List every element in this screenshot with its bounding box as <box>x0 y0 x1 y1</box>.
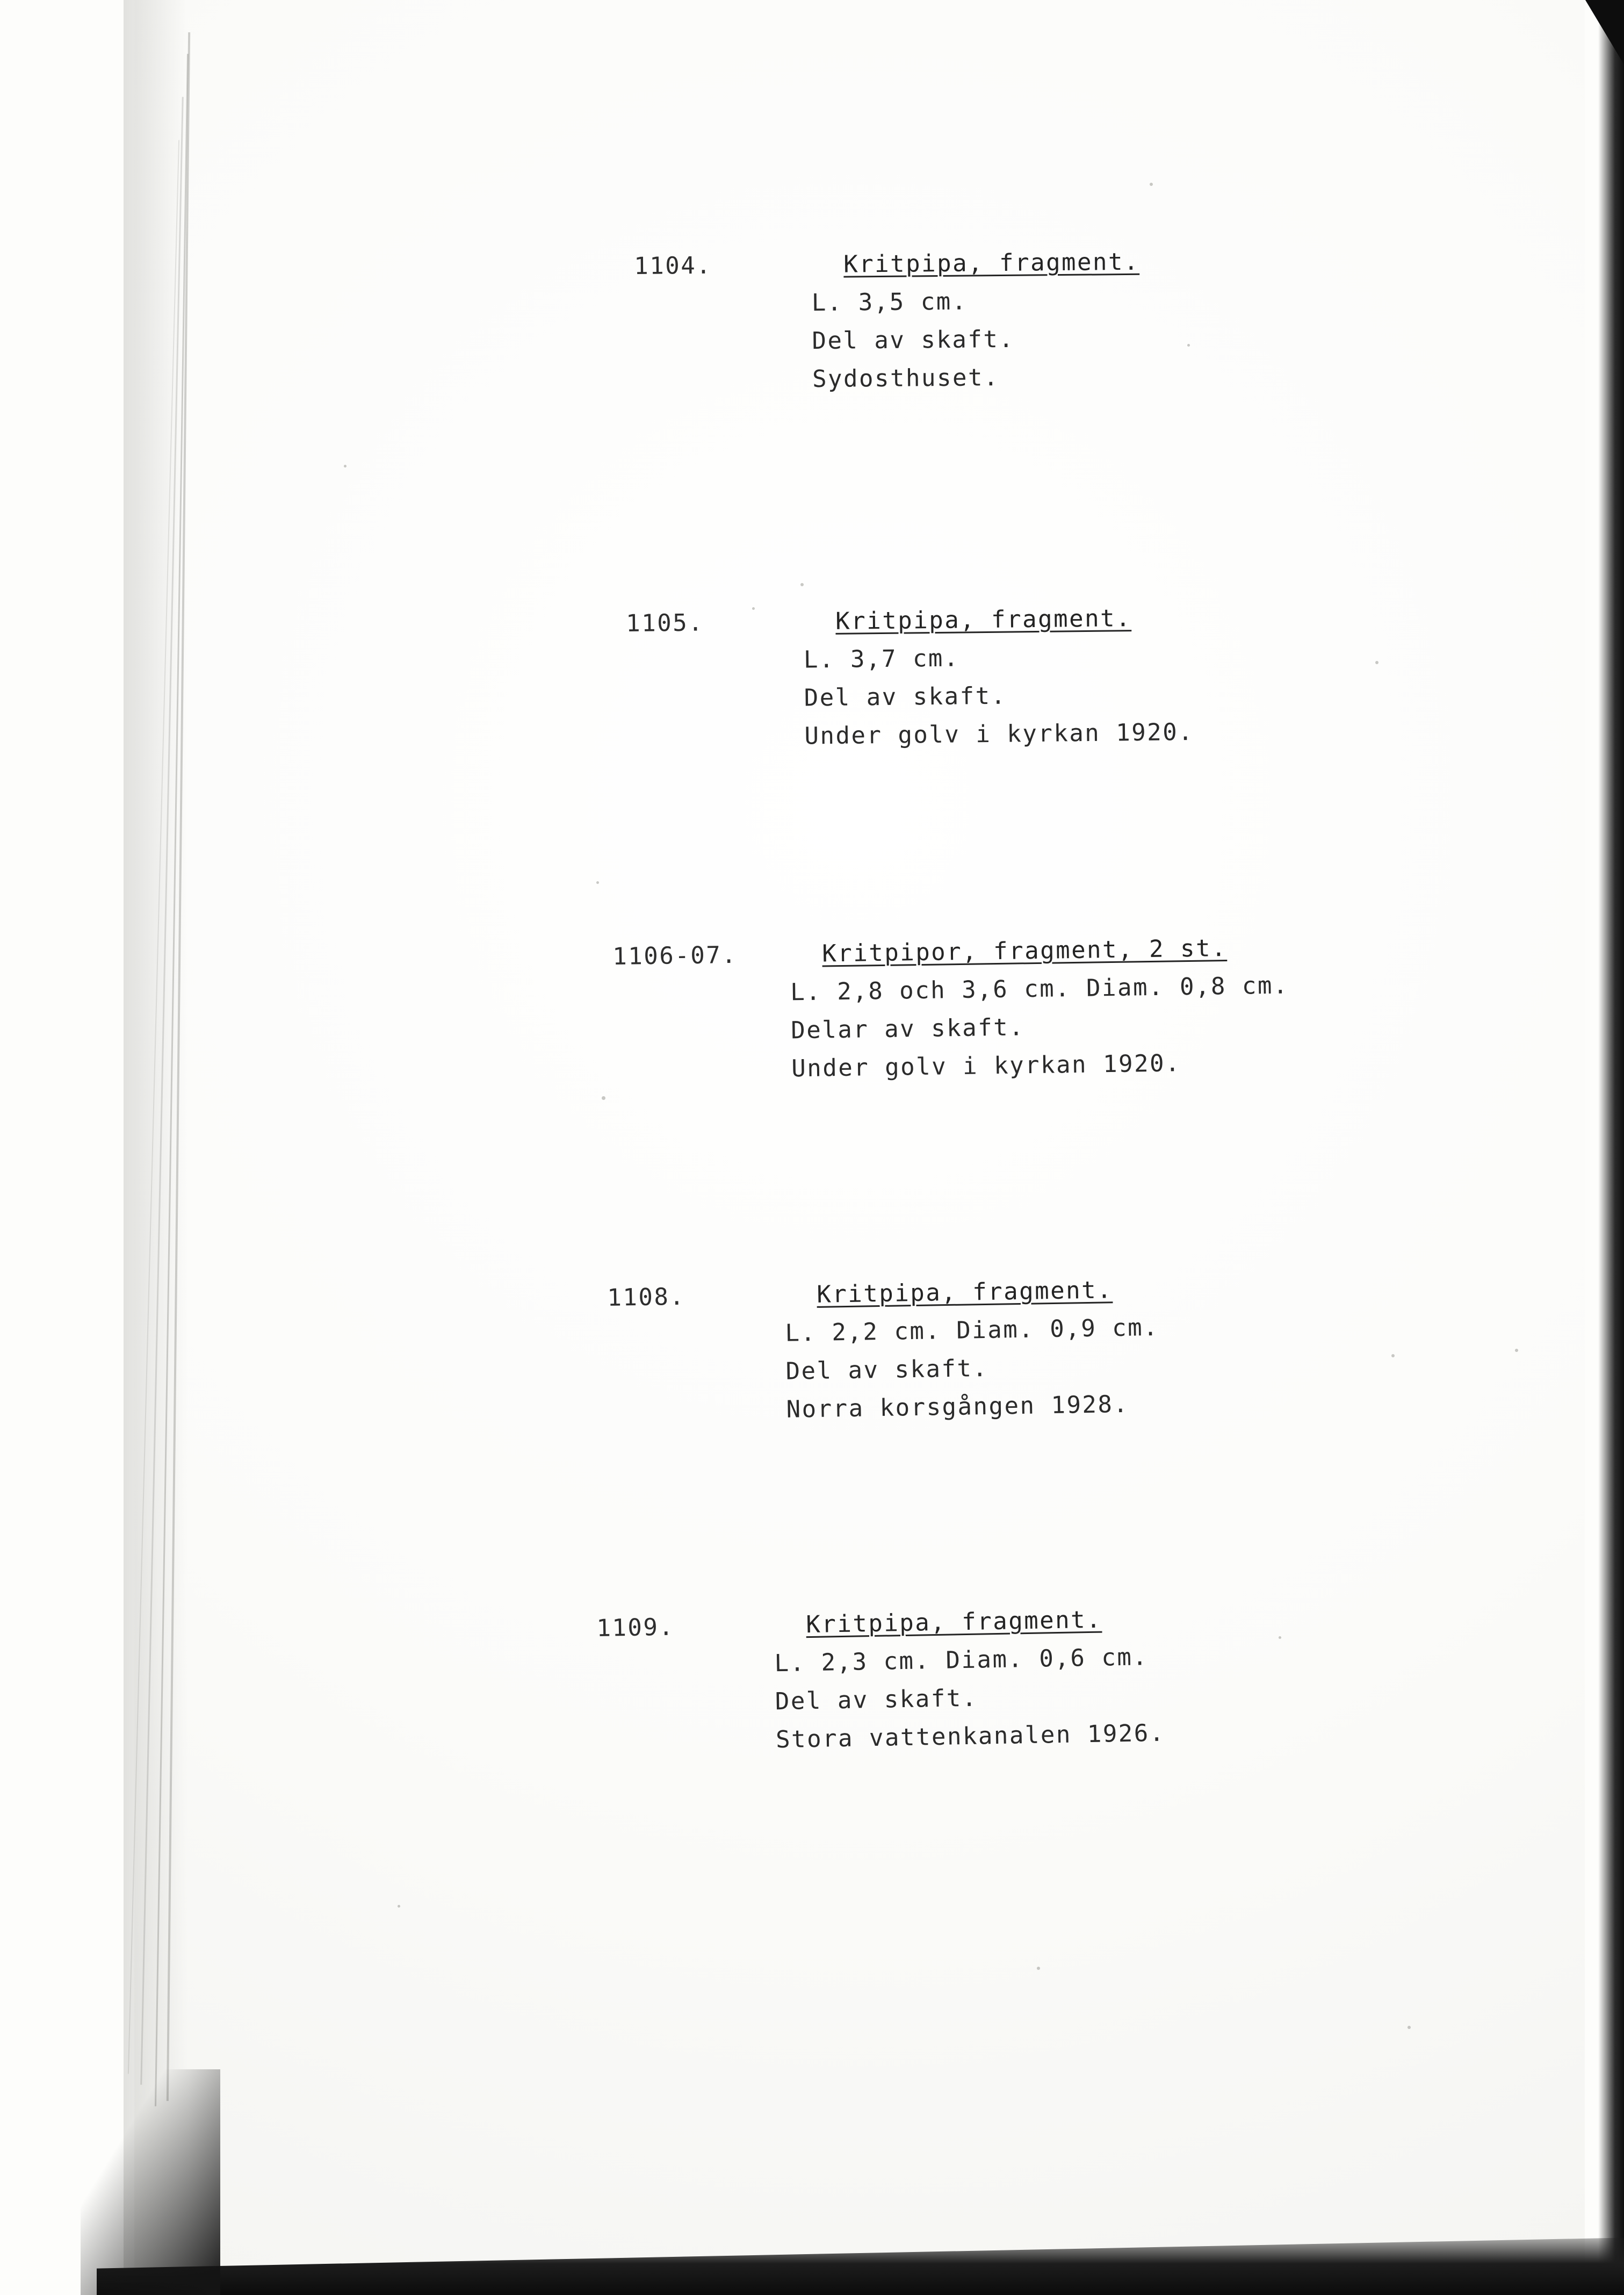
entry-detail-line: Del av skaft. <box>804 682 1007 712</box>
entry-number: 1106-07. <box>612 941 738 970</box>
entry-detail-line: Sydosthuset. <box>812 364 1000 393</box>
entry-title: Kritpipor, fragment, 2 st. <box>821 934 1228 968</box>
entry-detail-line: L. 2,2 cm. Diam. 0,9 cm. <box>785 1313 1159 1347</box>
entry-body <box>811 248 1141 393</box>
entry-detail-line: Norra korsgången 1928. <box>786 1390 1129 1423</box>
entry-detail-line: L. 3,5 cm. <box>811 287 968 317</box>
entry-detail-line: Under golv i kyrkan 1920. <box>791 1049 1181 1083</box>
entry-body <box>784 1276 1160 1423</box>
entry-number: 1104. <box>634 251 712 280</box>
entry-detail-line: Del av skaft. <box>775 1684 978 1716</box>
entry-title: Kritpipa, fragment. <box>843 248 1140 278</box>
entry-detail-line: L. 2,8 och 3,6 cm. Diam. 0,8 cm. <box>790 972 1289 1006</box>
entry-detail-line: L. 3,7 cm. <box>803 644 960 674</box>
entry-title: Kritpipa, fragment. <box>805 1606 1102 1639</box>
entry-number: 1108. <box>607 1283 685 1312</box>
entry-detail-line: Stora vattenkanalen 1926. <box>775 1719 1166 1754</box>
entry-body <box>790 933 1290 1082</box>
entry-detail-line: Del av skaft. <box>785 1354 988 1385</box>
entry-title: Kritpipa, fragment. <box>835 605 1132 635</box>
entry-detail-line: Under golv i kyrkan 1920. <box>804 718 1194 750</box>
entry-title: Kritpipa, fragment. <box>816 1276 1113 1308</box>
entry-body <box>774 1605 1165 1754</box>
entry-number: 1105. <box>626 609 704 637</box>
entry-number: 1109. <box>596 1613 675 1642</box>
entry-detail-line: L. 2,3 cm. Diam. 0,6 cm. <box>774 1643 1149 1678</box>
entry-detail-line: Del av skaft. <box>812 325 1015 355</box>
entry-detail-line: Delar av skaft. <box>790 1013 1025 1045</box>
entry-body <box>803 604 1194 750</box>
